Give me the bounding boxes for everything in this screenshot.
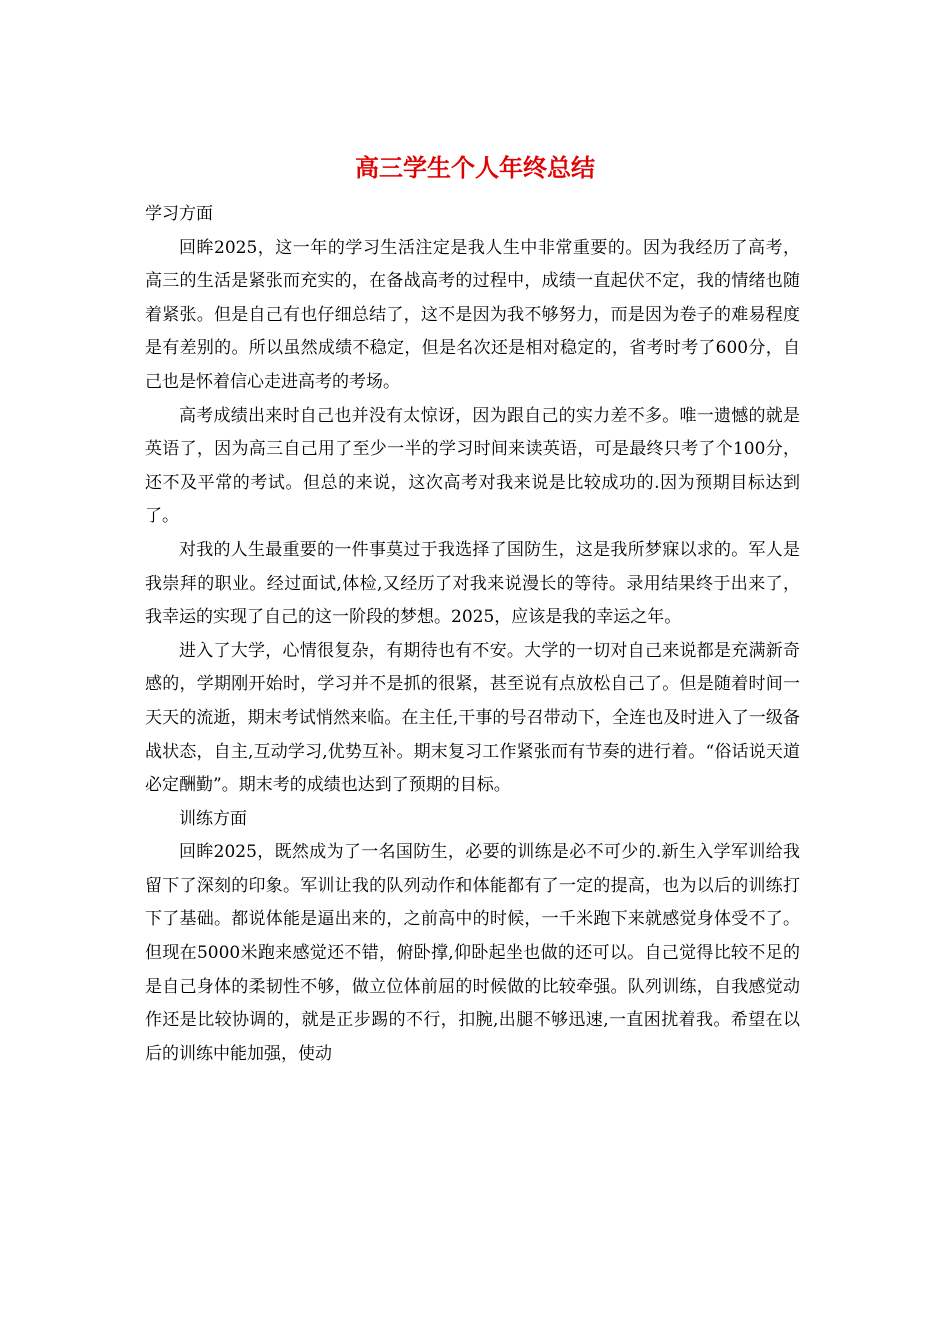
- paragraph: 进入了大学，心情很复杂，有期待也有不安。大学的一切对自己来说都是充满新奇感的，学期刚开始时，学习并不是抓的很紧，甚至说有点放松自己了。但是随着时间一天天的流逝，期末考试悄然来临。在主任,干事的号召带动下，全连也及时进入了一级备战状态，自主,互动学习,优势互补。期末复习工作紧张而有节奏的进行着。“俗话说天道必定酬勤”。期末考的成绩也达到了预期的目标。: [145, 640, 800, 796]
- section-heading-training: 训练方面: [179, 808, 247, 829]
- document-title: 高三学生个人年终总结: [355, 153, 595, 182]
- document-body: [145, 198, 800, 1071]
- paragraph: 回眸2025，既然成为了一名国防生，必要的训练是必不可少的.新生入学军训给我留下了深刻的印象。军训让我的队列动作和体能都有了一定的提高，也为以后的训练打下了基础。都说体能是逼出来的，之前高中的时候，一千米跑下来就感觉身体受不了。但现在5000米跑来感觉还不错，俯卧撑,仰卧起坐也做的还可以。自己觉得比较不足的是自己身体的柔韧性不够，做立位体前屈的时候做的比较牵强。队列训练，自我感觉动作还是比较协调的，就是正步踢的不行，扣腕,出腿不够迅速,一直困扰着我。希望在以后的训练中能加强，使动: [145, 842, 800, 1064]
- paragraph: 高考成绩出来时自己也并没有太惊讶，因为跟自己的实力差不多。唯一遗憾的就是英语了，因为高三自己用了至少一半的学习时间来读英语，可是最终只考了个100分，还不及平常的考试。但总的来说，这次高考对我来说是比较成功的.因为预期目标达到了。: [145, 405, 800, 527]
- paragraph: 回眸2025，这一年的学习生活注定是我人生中非常重要的。因为我经历了高考，高三的生活是紧张而充实的，在备战高考的过程中，成绩一直起伏不定，我的情绪也随着紧张。但是自己有也仔细总结了，这不是因为我不够努力，而是因为卷子的难易程度是有差别的。所以虽然成绩不稳定，但是名次还是相对稳定的，省考时考了600分，自己也是怀着信心走进高考的考场。: [145, 237, 800, 392]
- section-heading-study: 学习方面: [145, 204, 213, 224]
- paragraph: 对我的人生最重要的一件事莫过于我选择了国防生，这是我所梦寐以求的。军人是我崇拜的职业。经过面试,体检,又经历了对我来说漫长的等待。录用结果终于出来了，我幸运的实现了自己的这一阶段的梦想。2025，应该是我的幸运之年。: [145, 539, 800, 628]
